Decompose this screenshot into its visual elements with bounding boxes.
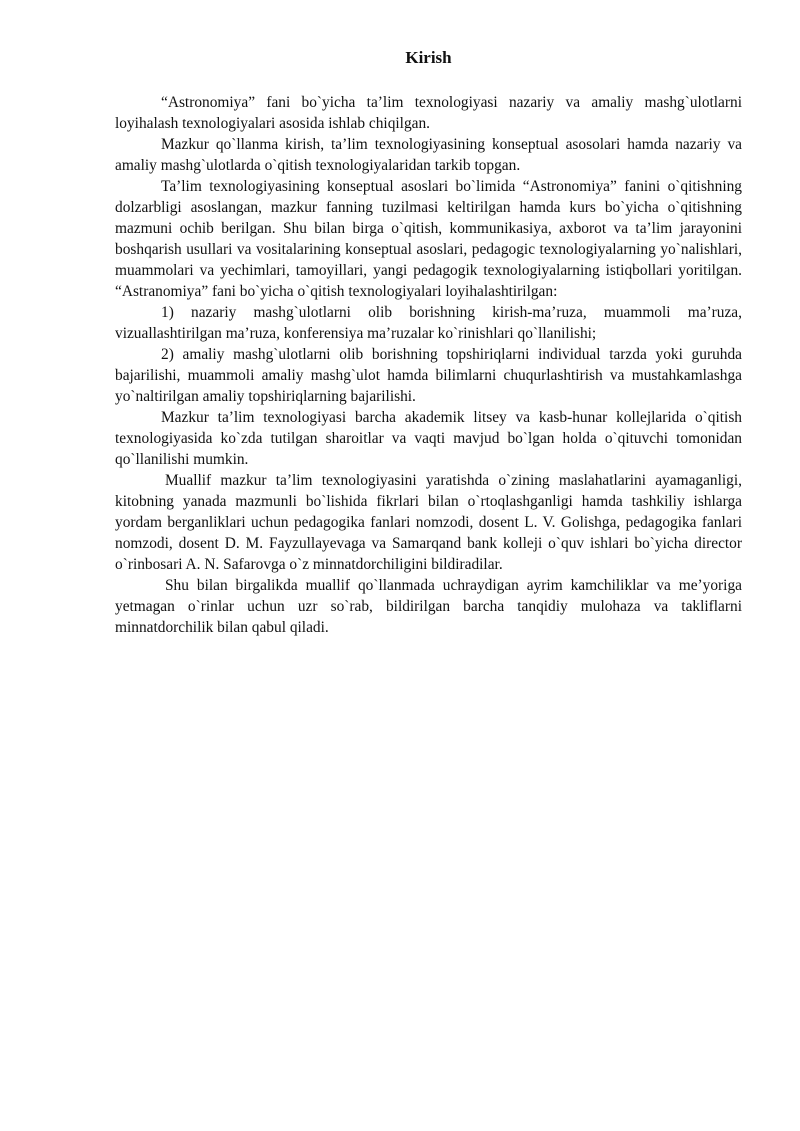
list-item-practice: 2) amaliy mashg`ulotlarni olib borishning topshiriqlarni individual tarzda yoki guruhda bajarilishi, muammoli amaliy mashg`ulot hamda bilimlarni chuqurlashtirish va mustahkamlashga yo`naltirilgan amaliy topshiriqlarning bajarilishi. [115, 346, 742, 405]
document-page [115, 46, 742, 638]
paragraph-usage: Mazkur ta’lim texnologiyasi barcha akademik litsey va kasb-hunar kollejlarida o`qitish texnologiyasida ko`zda tutilgan sharoitlar va vaqti mavjud bo`lgan holda o`qituvchi tomonidan qo`llanilishi mumkin. [115, 409, 742, 468]
paragraph-acknowledgement: Muallif mazkur ta’lim texnologiyasini yaratishda o`zining maslahatlarini ayamaganligi, kitobning yanada mazmunli bo`lishida fikrlari bilan o`rtoqlashganligi hamda tashkiliy ishlarga yordam berganliklari uchun pedagogika fanlari nomzodi, dosent L. V. Golishga, pedagogika fanlari nomzodi, dosent D. M. Fayzullayevaga va Samarqand bank kolleji o`quv ishlari bo`yicha director o`rinbosari A. N. Safarovga o`z minnatdorchiligini bildiradilar. [115, 472, 742, 573]
paragraph-closing: Shu bilan birgalikda muallif qo`llanmada uchraydigan ayrim kamchiliklar va me’yoriga yetmagan o`rinlar uchun uzr so`rab, bildirilgan barcha tanqidiy mulohaza va takliflarni minnatdorchilik bilan qabul qiladi. [115, 577, 742, 636]
document-body [115, 92, 742, 638]
paragraph-concept: Ta’lim texnologiyasining konseptual asoslari bo`limida “Astronomiya” fanini o`qitishning dolzarbligi asoslangan, mazkur fanning tuzilmasi keltirilgan hamda kurs bo`yicha o`qitishning mazmuni ochib berilgan. Shu bilan birga o`qitish, kommunikasiya, axborot va ta’lim jarayonini boshqarish usullari va vositalarining konseptual asoslari, pedagogic texnologiyalarning yo`nalishlari, muammolari va yechimlari, tamoyillari, yangi pedagogik texnologiyalarning istiqbollari yoritilgan. “Astranomiya” fani bo`yicha o`qitish texnologiyalari loyihalashtirilgan: [115, 178, 742, 300]
paragraph-structure: Mazkur qo`llanma kirish, ta’lim texnologiyasining konseptual asosolari hamda nazariy va amaliy mashg`ulotlarda o`qitish texnologiyalaridan tarkib topgan. [115, 136, 742, 174]
paragraph-intro: “Astronomiya” fani bo`yicha ta’lim texnologiyasi nazariy va amaliy mashg`ulotlarni loyihalash texnologiyalari asosida ishlab chiqilgan. [115, 94, 742, 132]
page-title: Kirish [405, 48, 452, 67]
list-item-theory: 1) nazariy mashg`ulotlarni olib borishning kirish-ma’ruza, muammoli ma’ruza, vizuallashtirilgan ma’ruza, konferensiya ma’ruzalar ko`rinishlari qo`llanilishi; [115, 304, 742, 342]
